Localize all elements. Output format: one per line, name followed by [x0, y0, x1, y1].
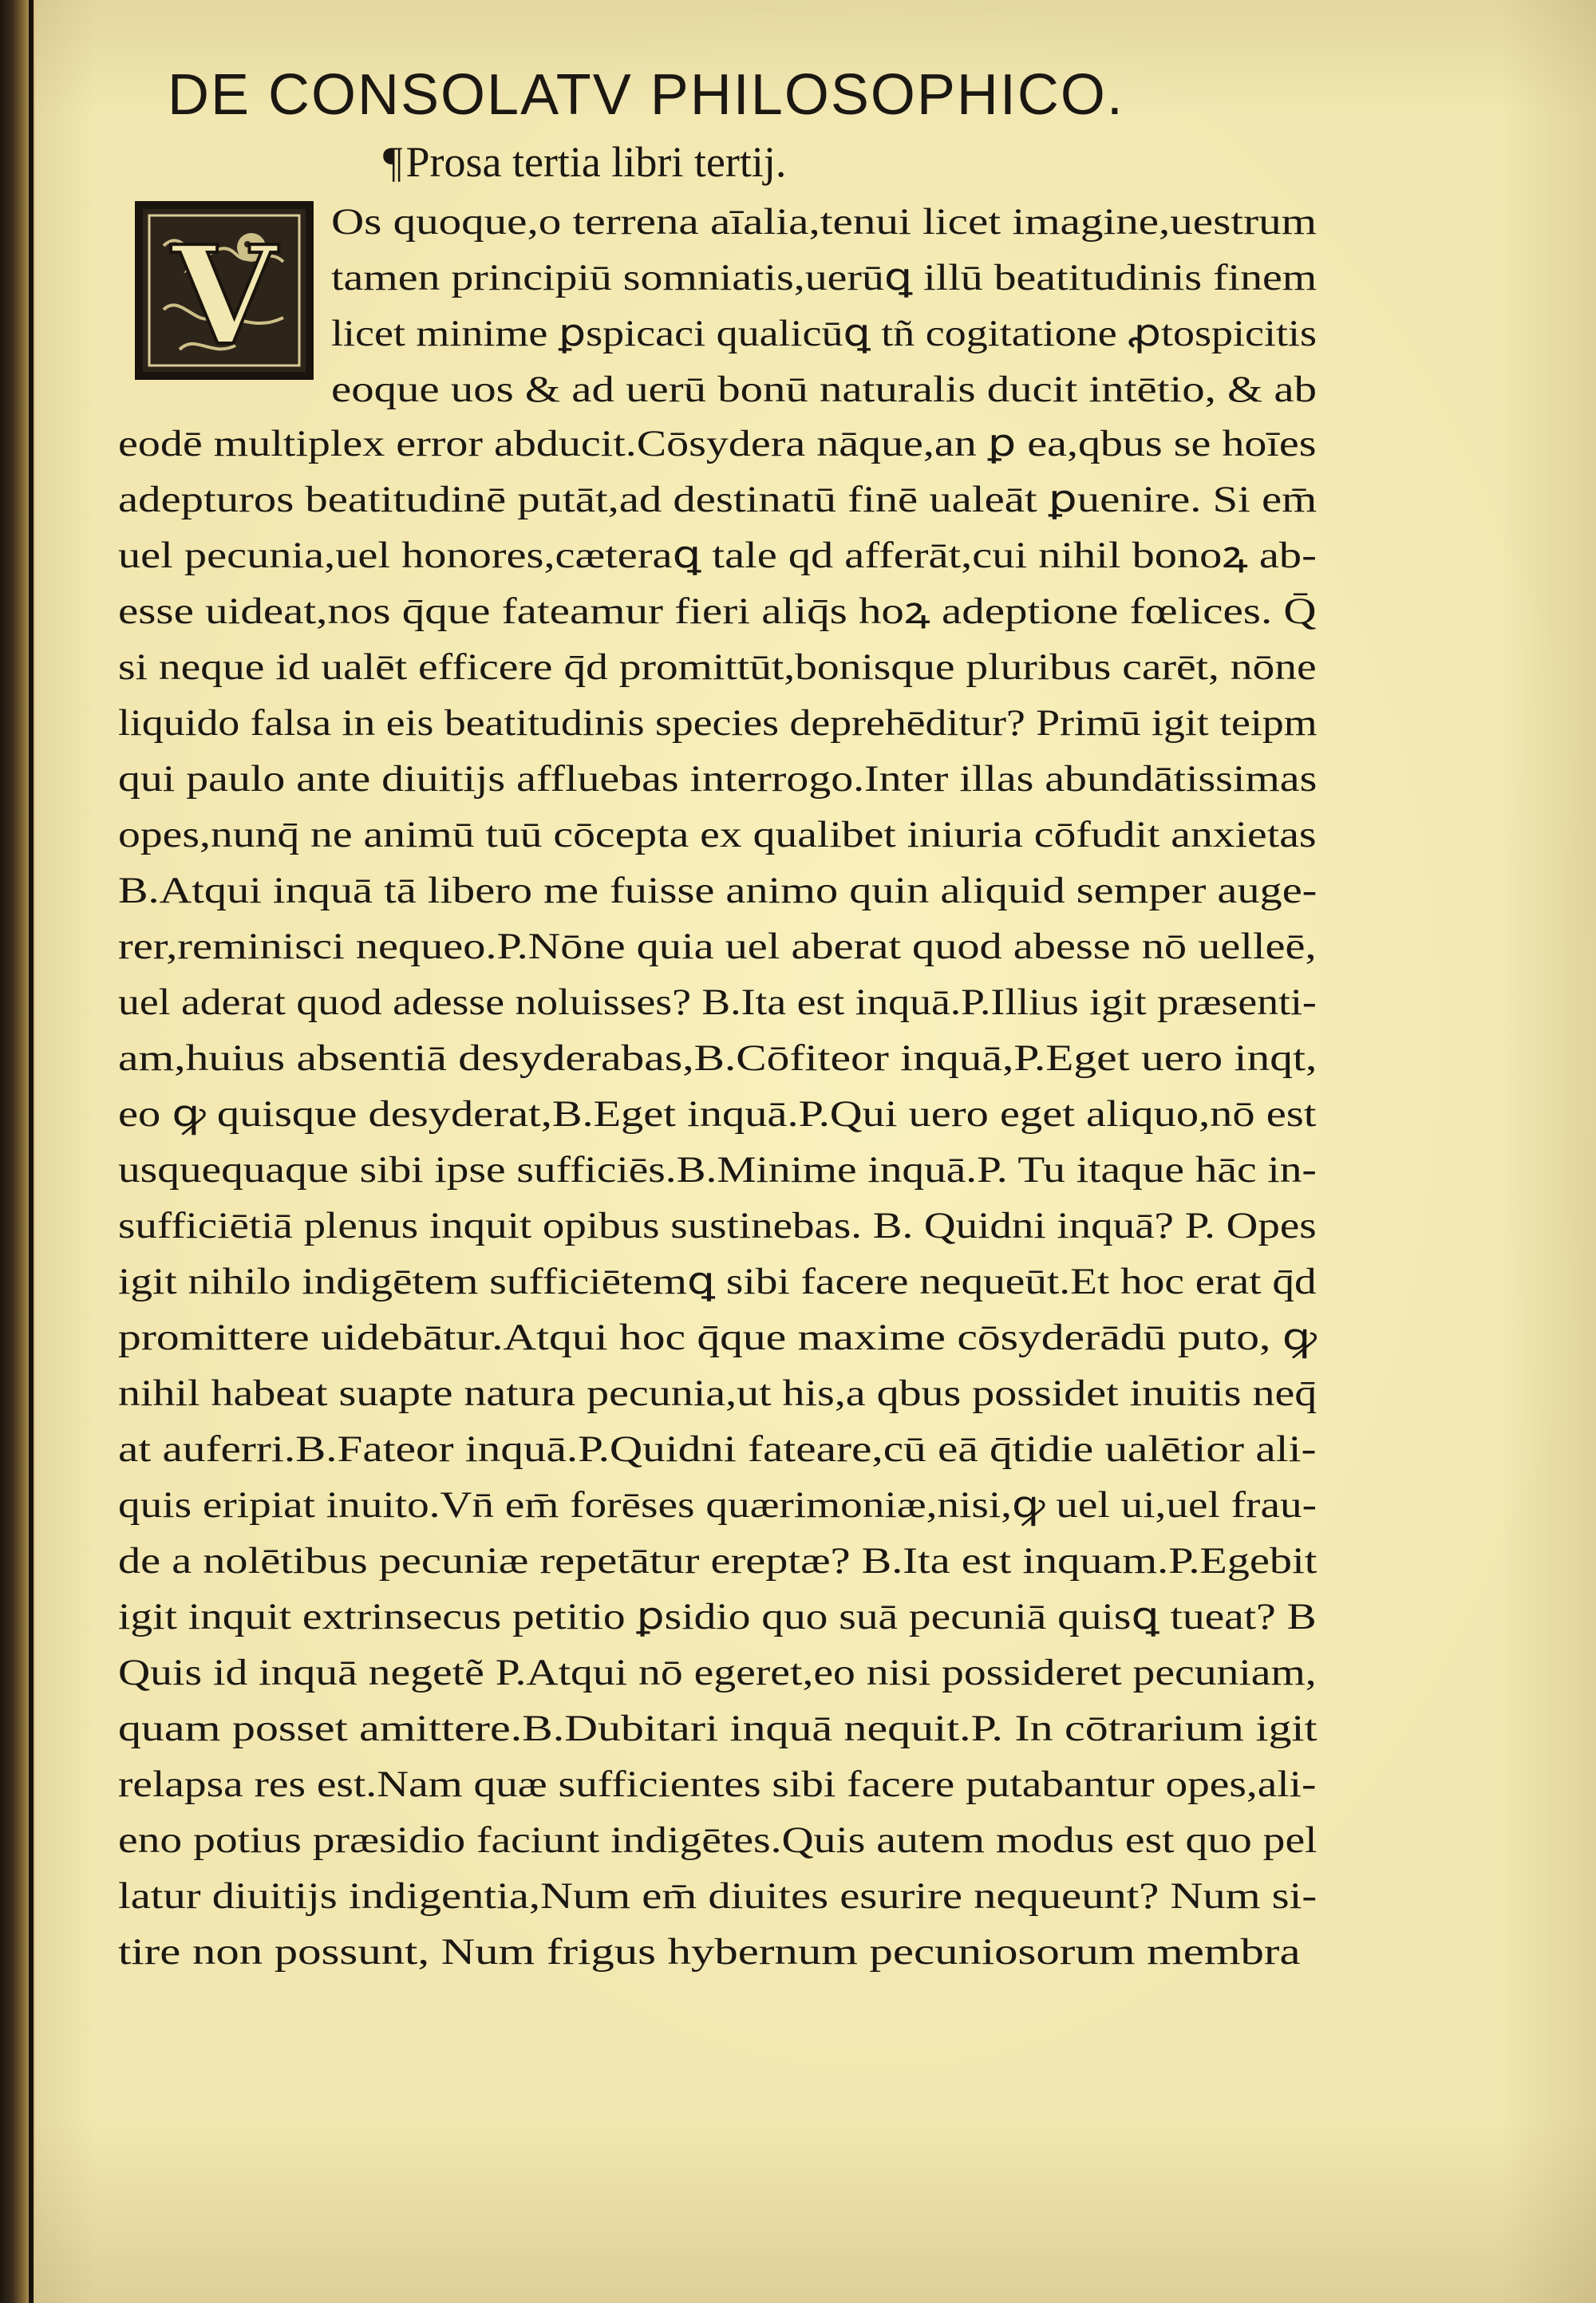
text-line: B.Atqui inquā tā libero me fuisse animo quin aliquid semper auge-: [118, 870, 1317, 911]
text-line: si neque id ualēt efficere q̄d promittūt,bonisque pluribus carēt, nōne: [118, 646, 1317, 688]
page-gutter-edge: [0, 0, 35, 2303]
text-line: eo ꝙ quisque desyderat,B.Eget inquā.P.Qui uero eget aliquo,nō est: [118, 1093, 1317, 1135]
text-line: tire non possunt, Num frigus hybernum pecuniosorum membra: [118, 1931, 1301, 1973]
text-line: eodē multiplex error abducit.Cōsydera nāque,an ꝑ ea,qbus se hoīes: [118, 423, 1317, 464]
text-line: am,huius absentiā desyderabas,B.Cōfiteor inquā,P.Eget uero inqt,: [118, 1037, 1317, 1079]
section-heading: [383, 137, 786, 187]
text-line: nihil habeat suapte natura pecunia,ut his,a qbus possidet inuitis neq̄: [118, 1373, 1317, 1414]
text-line: promittere uidebātur.Atqui hoc q̄que maxime cōsyderādū puto, ꝙ: [118, 1317, 1317, 1358]
text-line: sufficiētiā plenus inquit opibus sustinebas. B. Quidni inquā? P. Opes: [118, 1205, 1317, 1246]
text-line: relapsa res est.Nam quæ sufficientes sibi facere putabantur opes,ali-: [118, 1764, 1317, 1805]
text-line: licet minime ꝑspicaci qualicūꝗ tñ cogitatione ꝓtospicitis: [331, 313, 1317, 354]
text-line: at auferri.B.Fateor inquā.P.Quidni fateare,cū eā q̄tidie ualētior ali-: [118, 1428, 1317, 1470]
text-line: igit inquit extrinsecus petitio ꝑsidio quo suā pecuniā quisꝗ tueat? B: [118, 1596, 1317, 1637]
text-line: adepturos beatitudinē putāt,ad destinatū finē ualeāt ꝑuenire. Si em̄: [118, 479, 1317, 520]
text-line: igit nihilo indigētem sufficiētemꝗ sibi facere nequeūt.Et hoc erat q̄d: [118, 1261, 1317, 1302]
text-line: usquequaque sibi ipse sufficiēs.B.Minime inquā.P. Tu itaque hāc in-: [118, 1149, 1317, 1191]
text-line: rer,reminisci nequeo.P.Nōne quia uel aberat quod abesse nō uelleē,: [118, 926, 1317, 967]
text-line: Os quoque,o terrena aīalia,tenui licet imagine,uestrum: [331, 201, 1317, 243]
text-line: liquido falsa in eis beatitudinis species deprehēditur? Primū igit teipm: [118, 702, 1317, 744]
text-line: qui paulo ante diuitijs affluebas interrogo.Inter illas abundātissimas: [118, 758, 1317, 800]
text-line: eoque uos & ad uerū bonū naturalis ducit intētio, & ab: [331, 369, 1317, 410]
running-head: DE CONSOLATV PHILOSOPHICO.: [168, 63, 1124, 127]
initial-letter-glyph: V: [172, 216, 277, 376]
text-line: Quis id inquā negetẽ P.Atqui nō egeret,eo nisi possideret pecuniam,: [118, 1652, 1317, 1693]
woodcut-initial-image: [132, 198, 317, 383]
text-line: eno potius præsidio faciunt indigētes.Quis autem modus est quo pel: [118, 1819, 1317, 1861]
section-heading-text: Prosa tertia libri tertij.: [405, 138, 787, 186]
text-line: esse uideat,nos q̄que fateamur fieri aliq̄s hoꝝ adeptione fœlices. Q̄: [118, 591, 1317, 632]
text-line: opes,nunq̄ ne animū tuū cōcepta ex qualibet iniuria cōfudit anxietas: [118, 814, 1317, 855]
text-line: uel aderat quod adesse noluisses? B.Ita est inquā.P.Illius igit præsenti-: [118, 982, 1317, 1023]
text-line: quam posset amittere.B.Dubitari inquā nequit.P. In cōtrarium igit: [118, 1708, 1317, 1749]
decorated-initial-v: [132, 198, 317, 383]
text-line: quis eripiat inuito.Vn̄ em̄ forēses quærimoniæ,nisi,ꝙ uel ui,uel frau-: [118, 1484, 1317, 1526]
text-line: de a nolētibus pecuniæ repetātur ereptæ? B.Ita est inquam.P.Egebit: [118, 1540, 1317, 1582]
text-line: uel pecunia,uel honores,cæteraꝗ tale qd afferāt,cui nihil bonoꝝ ab-: [118, 535, 1317, 576]
text-line: latur diuitijs indigentia,Num em̄ diuites esurire nequeunt? Num si-: [118, 1875, 1317, 1917]
pilcrow-mark: ¶: [383, 138, 403, 186]
text-line: tamen principiū somniatis,uerūꝗ illū beatitudinis finem: [331, 257, 1317, 298]
